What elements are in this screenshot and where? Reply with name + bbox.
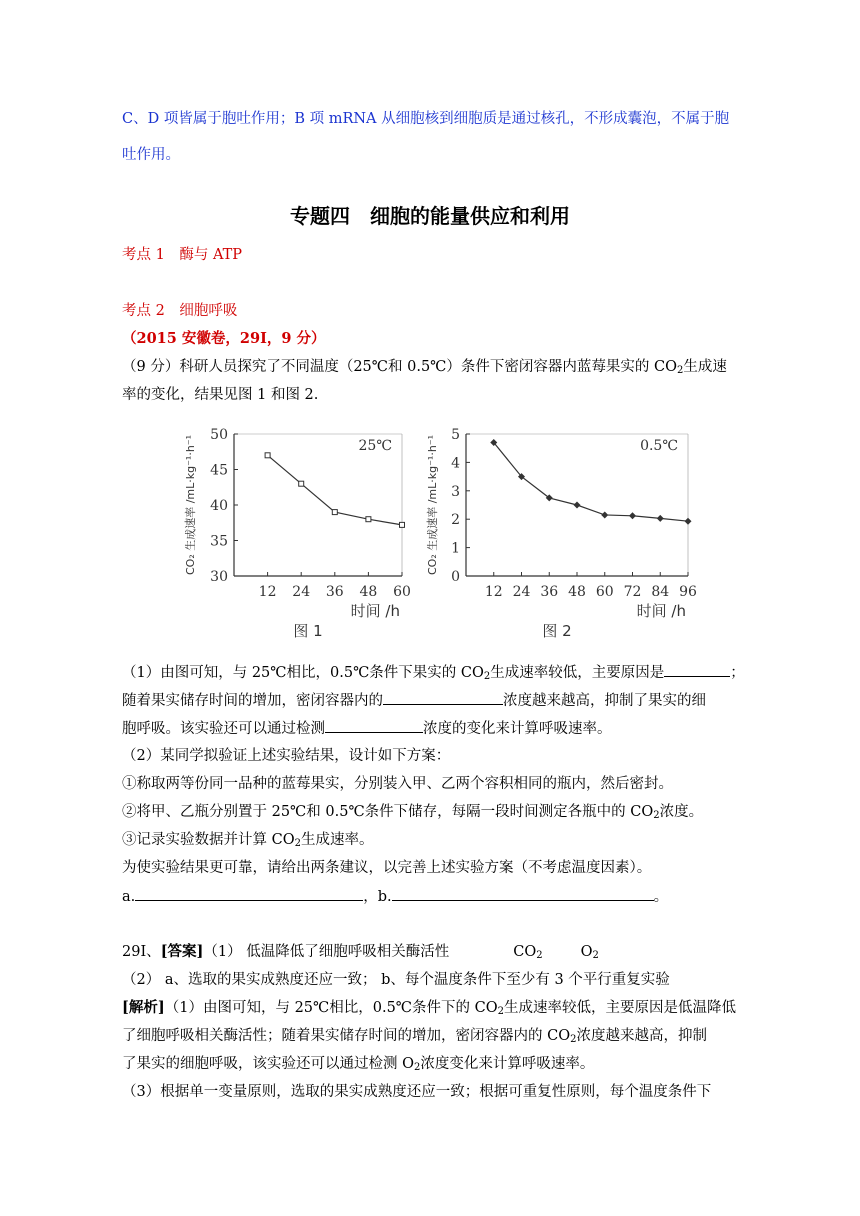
x-tick-label: 84 bbox=[651, 584, 670, 600]
question-2-line-c: a. ，b. 。 bbox=[122, 886, 668, 907]
x-tick-label: 60 bbox=[393, 584, 411, 600]
y-axis-label: CO₂ 生成速率 /mL·kg⁻¹·h⁻¹ bbox=[426, 434, 439, 576]
answer-blank-2[interactable] bbox=[383, 690, 503, 705]
x-tick-label: 72 bbox=[623, 584, 642, 600]
x-tick-label: 36 bbox=[325, 584, 344, 600]
step-2: ②将甲、乙瓶分别置于 25℃和 0.5℃条件下储存，每隔一段时间测定各瓶中的 $CO_2$浓度。 bbox=[122, 804, 704, 821]
temperature-annotation: 0.5℃ bbox=[640, 438, 678, 454]
data-point bbox=[685, 518, 692, 525]
data-point bbox=[332, 510, 337, 515]
analysis-line-1: [解析]（1）由图可知，与 25℃相比，0.5℃条件下的 $CO_2$生成速率较低，主要原因是低温降低 bbox=[122, 999, 736, 1017]
analysis-line-4: （3）根据单一变量原则，选取的果实成熟度还应一致；根据可重复性原则，每个温度条件下 bbox=[122, 1084, 712, 1100]
data-point bbox=[601, 511, 608, 518]
answer-blank-b[interactable] bbox=[392, 886, 654, 901]
x-tick-label: 24 bbox=[292, 584, 311, 600]
x-tick-label: 60 bbox=[595, 584, 614, 600]
x-axis-label: 时间 /h bbox=[350, 602, 400, 620]
answer-blank-1[interactable] bbox=[664, 662, 730, 677]
question-1-line-b: 随着果实储存时间的增加，密闭容器内的 浓度越来越高，抑制了果实的细 bbox=[122, 690, 706, 711]
data-point bbox=[299, 481, 304, 486]
x-tick-label: 12 bbox=[484, 584, 503, 600]
x-tick-label: 48 bbox=[568, 584, 586, 600]
y-tick-label: 5 bbox=[451, 427, 460, 443]
y-tick-label: 35 bbox=[210, 533, 228, 550]
figure-caption: 图 1 bbox=[293, 622, 323, 640]
figure-charts bbox=[170, 412, 710, 648]
x-tick-label: 36 bbox=[540, 584, 559, 600]
y-tick-label: 45 bbox=[210, 462, 228, 479]
data-point bbox=[657, 515, 664, 522]
chart-2 bbox=[425, 427, 697, 640]
question-stem-2: 率的变化，结果见图 1 和图 2. bbox=[122, 387, 319, 403]
temperature-annotation: 25℃ bbox=[358, 438, 392, 454]
y-tick-label: 3 bbox=[451, 483, 460, 500]
answer-blank-3[interactable] bbox=[325, 718, 423, 733]
question-1-line-a: （1）由图可知，与 25℃相比，0.5℃条件下果实的 $CO_2$生成速率较低，主要原因是 ； bbox=[122, 662, 745, 687]
y-tick-label: 1 bbox=[451, 540, 460, 557]
y-tick-label: 50 bbox=[210, 427, 228, 443]
analysis-line-3: 了果实的细胞呼吸，该实验还可以通过检测 $O_2$浓度变化来计算呼吸速率。 bbox=[122, 1056, 595, 1073]
kaodian-1: 考点 1 酶与 ATP bbox=[122, 247, 243, 263]
y-tick-label: 0 bbox=[451, 569, 460, 585]
analysis-line-2: 了细胞呼吸相关酶活性；随着果实储存时间的增加，密闭容器内的 $CO_2$浓度越来越高，抑制 bbox=[122, 1028, 707, 1045]
x-tick-label: 96 bbox=[679, 584, 697, 600]
x-tick-label: 48 bbox=[359, 584, 378, 600]
intro-line-2: 吐作用。 bbox=[122, 147, 180, 163]
series-line bbox=[494, 443, 688, 522]
source-note: （2015 安徽卷，29Ⅰ，9 分） bbox=[122, 330, 326, 347]
question-1-line-c: 胞呼吸。该实验还可以通过检测 浓度的变化来计算呼吸速率。 bbox=[122, 718, 612, 739]
x-tick-label: 24 bbox=[512, 584, 531, 600]
figure-caption: 图 2 bbox=[542, 622, 572, 640]
intro-line-1: C、D 项皆属于胞吐作用；B 项 mRNA 从细胞核到细胞质是通过核孔，不形成囊泡，不属于胞 bbox=[122, 111, 730, 127]
question-2-intro: （2）某同学拟验证上述实验结果，设计如下方案： bbox=[122, 748, 451, 764]
kaodian-2: 考点 2 细胞呼吸 bbox=[122, 303, 238, 319]
step-1: ①称取两等份同一品种的蓝莓果实，分别装入甲、乙两个容积相同的瓶内，然后密封。 bbox=[122, 776, 673, 792]
y-axis-label: CO₂ 生成速率 /mL·kg⁻¹·h⁻¹ bbox=[184, 434, 197, 576]
data-point bbox=[629, 512, 636, 519]
y-tick-label: 4 bbox=[451, 455, 460, 472]
answer-blank-a[interactable] bbox=[135, 886, 363, 901]
y-tick-label: 30 bbox=[210, 569, 228, 585]
answer-line-2: （2） a、选取的果实成熟度还应一致； b、每个温度条件下至少有 3 个平行重复实验 bbox=[122, 972, 670, 988]
answer-line-1: 29Ⅰ、[答案]（1） 低温降低了细胞呼吸相关酶活性 $CO_2$ $O_2$ bbox=[122, 943, 599, 961]
data-point bbox=[366, 517, 371, 522]
data-point bbox=[400, 522, 405, 527]
question-2-line-b: 为使实验结果更可靠，请给出两条建议，以完善上述实验方案（不考虑温度因素）。 bbox=[122, 860, 652, 876]
data-point bbox=[574, 502, 581, 509]
x-tick-label: 12 bbox=[258, 584, 277, 600]
x-axis-label: 时间 /h bbox=[636, 602, 686, 620]
data-point bbox=[265, 453, 270, 458]
step-3: ③记录实验数据并计算 $CO_2$生成速率。 bbox=[122, 832, 374, 849]
question-stem-1: （9 分）科研人员探究了不同温度（25℃和 0.5℃）条件下密闭容器内蓝莓果实的 $CO_2$生成速 bbox=[122, 359, 727, 376]
y-tick-label: 2 bbox=[451, 512, 460, 529]
chart-1 bbox=[183, 427, 411, 640]
y-tick-label: 40 bbox=[210, 498, 228, 514]
section-heading: 专题四 细胞的能量供应和利用 bbox=[290, 204, 570, 228]
